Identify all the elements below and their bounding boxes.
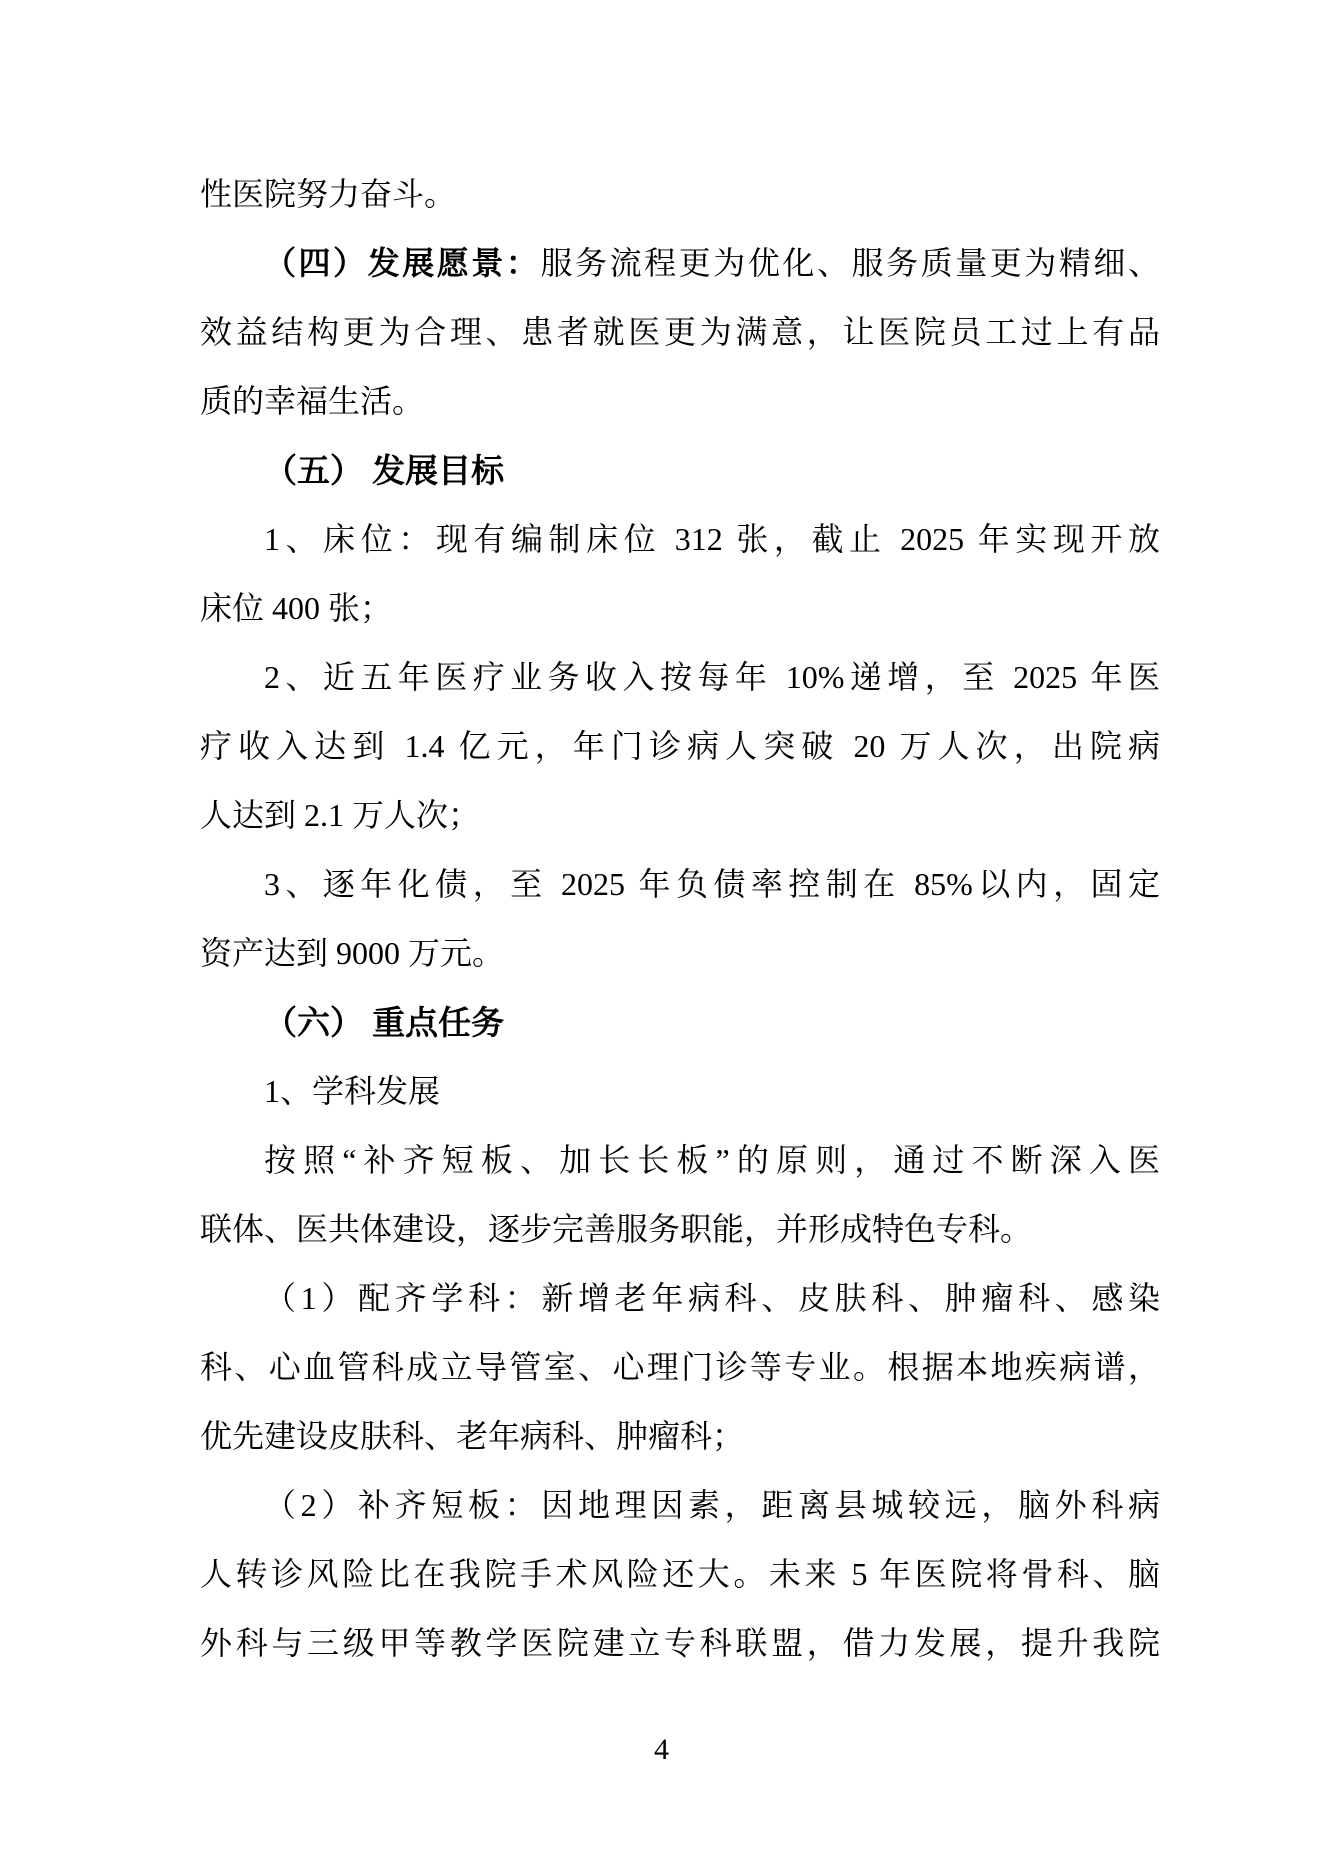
section-heading: （五） 发展目标	[264, 452, 505, 489]
document-body	[200, 160, 1160, 1678]
text-line: 资产达到 9000 万元。	[200, 935, 505, 971]
text-line: 2、近五年医疗业务收入按每年 10%递增，至 2025 年医	[264, 659, 1160, 695]
text-line: 人转诊风险比在我院手术风险还大。未来 5 年医院将骨科、脑	[200, 1556, 1160, 1592]
text-line: 3、逐年化债，至 2025 年负债率控制在 85%以内，固定	[264, 866, 1160, 902]
text-line: 床位 400 张；	[200, 590, 393, 626]
text-line: 效益结构更为合理、患者就医更为满意，让医院员工过上有品	[200, 314, 1160, 350]
text-line: （2）补齐短板：因地理因素，距离县城较远，脑外科病	[264, 1487, 1160, 1523]
text-line: （四）发展愿景：服务流程更为优化、服务质量更为精细、	[264, 245, 1160, 281]
text-line: 质的幸福生活。	[200, 383, 425, 419]
text-line: 人达到 2.1 万人次；	[200, 797, 481, 833]
page-number: 4	[654, 1733, 669, 1766]
section-heading: （六） 重点任务	[264, 1004, 505, 1041]
text-line: 优先建设皮肤科、老年病科、肿瘤科；	[200, 1418, 745, 1454]
text-line: 1、学科发展	[264, 1073, 441, 1109]
text-line: 疗收入达到 1.4 亿元，年门诊病人突破 20 万人次，出院病	[200, 728, 1160, 764]
text-line: 联体、医共体建设，逐步完善服务职能，并形成特色专科。	[200, 1211, 1033, 1247]
text-line: 科、心血管科成立导管室、心理门诊等专业。根据本地疾病谱，	[200, 1349, 1160, 1385]
page-footer	[0, 1728, 1323, 1772]
text-line: 外科与三级甲等教学医院建立专科联盟，借力发展，提升我院	[200, 1625, 1160, 1661]
text-line: （1）配齐学科：新增老年病科、皮肤科、肿瘤科、感染	[264, 1280, 1160, 1316]
text-line: 按照“补齐短板、加长长板”的原则，通过不断深入医	[264, 1142, 1160, 1178]
text-line: 1、床位：现有编制床位 312 张，截止 2025 年实现开放	[264, 521, 1160, 557]
paragraph-lead: （四）发展愿景：	[264, 245, 541, 281]
text-line: 性医院努力奋斗。	[200, 176, 457, 212]
